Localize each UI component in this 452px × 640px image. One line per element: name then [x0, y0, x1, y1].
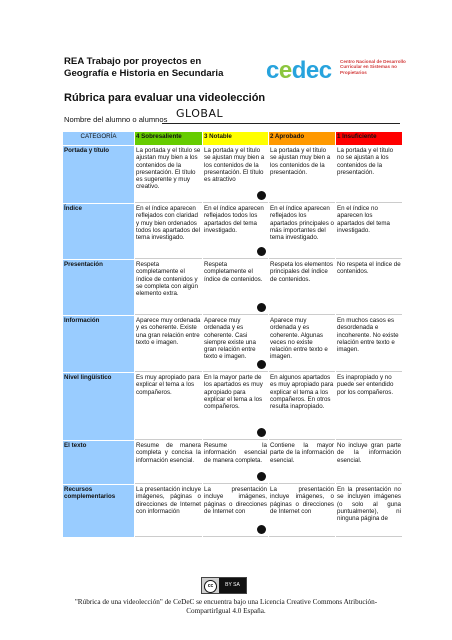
criterion-cell: La presentación incluye imágenes, o páginas o direcciones de Internet con [269, 485, 335, 537]
header-level-1: 1 Insuficiente [336, 132, 402, 145]
criterion-cell: Resume de manera completa y concisa la información esencial. [135, 441, 202, 484]
criterion-cell: Respeta los elementos principales del índice de contenidos. [269, 260, 335, 315]
rubric-header-row [63, 132, 402, 145]
row-category: Índice [63, 204, 134, 259]
cc-icon: cc [204, 580, 217, 593]
header-level-3: 3 Notable [203, 132, 268, 145]
criterion-cell: Aparece muy ordenada y es coherente. Algunas veces no existe relación entre texto e imagen. [269, 316, 335, 372]
row-category: Presentación [63, 260, 134, 315]
row-category: El texto [63, 441, 134, 484]
table-row [63, 373, 402, 440]
rubric-table [62, 131, 403, 538]
criterion-cell: La portada y el título se ajustan muy bien a los contenidos de la presentación. [269, 146, 335, 203]
course-title-line1: REA Trabajo por proyectos en [64, 56, 202, 67]
table-row [63, 485, 402, 537]
cedec-logo-wordmark: cedec [266, 57, 332, 84]
criterion-cell: Respeta completamente el índice de contenidos y se completa con algún elemento extra. [135, 260, 202, 315]
row-category: Recursos complementarios [63, 485, 134, 537]
selected-mark-icon [257, 191, 266, 200]
criterion-cell: La portada y el título no se ajustan a los contenidos de la presentación. [336, 146, 402, 203]
criterion-cell: Es muy apropiado para explicar el tema a los compañeros. [135, 373, 202, 440]
selected-mark-icon [257, 428, 266, 437]
criterion-cell: En el índice aparecen reflejados todos los apartados del tema investigado. [203, 204, 268, 259]
criterion-cell: La portada y el título se ajustan muy bien a los contenidos de la presentación. El título es atractivo [203, 146, 268, 203]
criterion-cell: Es inapropiado y no puede ser entendido por los compañeros. [336, 373, 402, 440]
criterion-cell: La presentación incluye imágenes, páginas o direcciones de Internet con [203, 485, 268, 537]
header-level-4: 4 Sobresaliente [135, 132, 202, 145]
cc-license-text: BY SA [219, 578, 246, 593]
criterion-cell: En el índice aparecen reflejados los apartados principales o más importantes del tema investigado. [269, 204, 335, 259]
criterion-cell: En el índice aparecen reflejados con claridad y muy bien ordenados todos los apartados del tema investigado. [135, 204, 202, 259]
header-level-2: 2 Aprobado [269, 132, 335, 145]
student-name-value: GLOBAL [176, 107, 224, 120]
selected-mark-icon [257, 525, 266, 534]
table-row [63, 204, 402, 259]
cedec-logo-subtitle: Centro Nacional de Desarrollo Curricular en Sistemas no Propietarios [340, 59, 406, 75]
creative-commons-badge [201, 577, 247, 594]
criterion-cell: La portada y el título se ajustan muy bien a los contenidos de la presentación. El título es sugerente y muy creativo. [135, 146, 202, 203]
criterion-cell: En el índice no aparecen los apartados del tema investigado. [336, 204, 402, 259]
student-name-underline [162, 123, 400, 124]
student-name-label: Nombre del alumno o alumnos [64, 115, 168, 124]
cedec-logo [266, 56, 416, 86]
criterion-cell: Aparece muy ordenada y es coherente. Existe una gran relación entre texto e imagen. [135, 316, 202, 372]
criterion-cell: Respeta completamente el índice de contenidos. [203, 260, 268, 315]
table-row [63, 260, 402, 315]
criterion-cell: No respeta el índice de contenidos. [336, 260, 402, 315]
selected-mark-icon [257, 472, 266, 481]
header-category: CATEGORÍA [63, 132, 134, 145]
table-row [63, 316, 402, 372]
criterion-cell: No incluye gran parte de la información esencial. [336, 441, 402, 484]
course-title-line2: Geografía e Historia en Secundaria [64, 68, 224, 79]
criterion-cell: En la presentación no se incluyen imágenes (o solo al guna puntualmente), ni ninguna página de [336, 485, 402, 537]
selected-mark-icon [257, 303, 266, 312]
row-category: Información [63, 316, 134, 372]
criterion-cell: Contiene la mayor parte de la información esencial. [269, 441, 335, 484]
page-title: Rúbrica para evaluar una videolección [64, 92, 266, 104]
license-footer: "Rúbrica de una videolección" de CeDeC se encuentra bajo una Licencia Creative Commons Atribución-CompartirIgual 4.0 España. [74, 598, 378, 616]
row-category: Nivel lingüístico [63, 373, 134, 440]
selected-mark-icon [257, 247, 266, 256]
criterion-cell: En algunos apartados es muy apropiado para explicar el tema a los compañeros. En otros resulta inapropiado. [269, 373, 335, 440]
criterion-cell: Resume la información esencial de manera completa. [203, 441, 268, 484]
criterion-cell: La presentación incluye imágenes, páginas o direcciones de Internet con información [135, 485, 202, 537]
table-row [63, 441, 402, 484]
criterion-cell: En muchos casos es desordenada e incoherente. No existe relación entre texto e imagen. [336, 316, 402, 372]
selected-mark-icon [257, 360, 266, 369]
criterion-cell: Aparece muy ordenada y es coherente. Casi siempre existe una gran relación entre texto e imagen. [203, 316, 268, 372]
row-category: Portada y título [63, 146, 134, 203]
criterion-cell: En la mayor parte de los apartados es muy apropiado para explicar el tema a los compañeros. [203, 373, 268, 440]
table-row [63, 146, 402, 203]
